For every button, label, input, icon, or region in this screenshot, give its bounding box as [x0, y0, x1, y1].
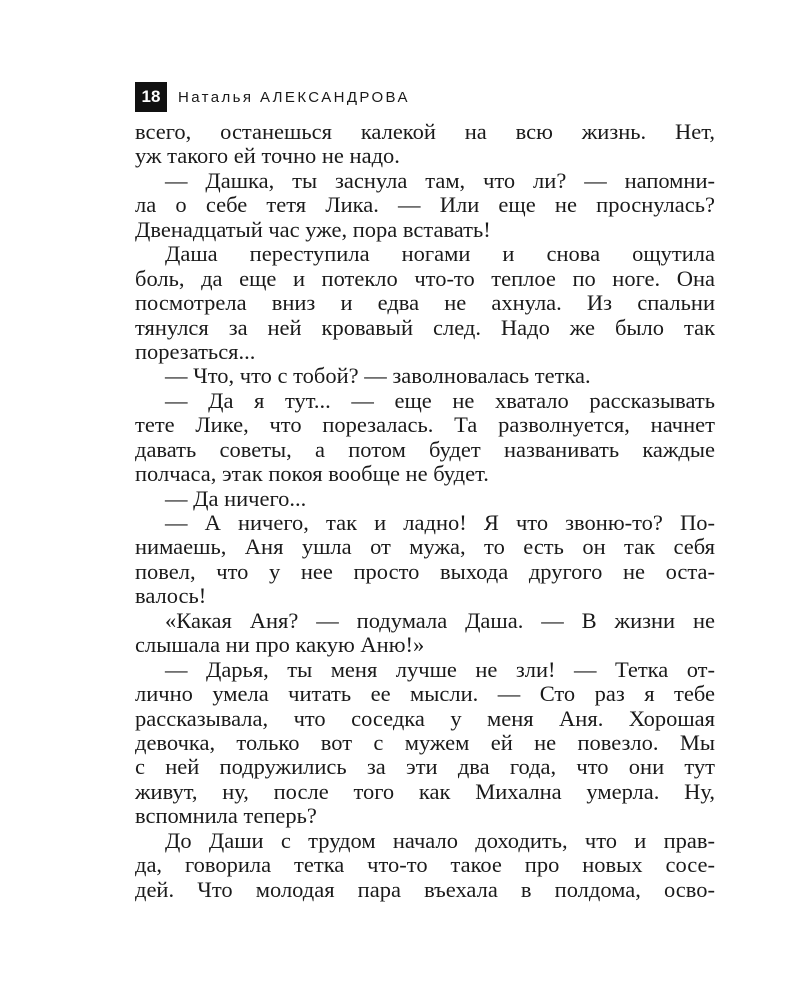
text-line: — Что, что с тобой? — заволновалась тетка.: [165, 363, 591, 389]
running-head: Наталья АЛЕКСАНДРОВА: [178, 88, 410, 106]
text-line: живут, ну, после того как Михална умерла. Ну,: [135, 778, 715, 804]
text-line: рассказывала, что соседка у меня Аня. Хорошая: [135, 705, 715, 731]
text-line: боль, да еще и потекло что-то теплое по ноге. Она: [135, 265, 715, 291]
text-line: — Дашка, ты заснула там, что ли? — напомни-: [165, 167, 715, 193]
text-line: девочка, только вот с мужем ей не повезло. Мы: [135, 729, 715, 755]
text-line: До Даши с трудом начало доходить, что и прав-: [165, 827, 715, 853]
text-line: дей. Что молодая пара въехала в полдома, осво-: [135, 876, 715, 902]
text-line: «Какая Аня? — подумала Даша. — В жизни не: [165, 607, 715, 633]
text-line: давать советы, а потом будет названивать каждые: [135, 436, 715, 462]
text-line: полчаса, этак покоя вообще не будет.: [135, 461, 489, 487]
text-line: тете Лике, что порезалась. Та разволнуется, начнет: [135, 412, 715, 438]
text-line: слышала ни про какую Аню!»: [135, 632, 425, 658]
text-line: валось!: [135, 583, 207, 609]
page-header: [135, 82, 410, 112]
text-line: Даша переступила ногами и снова ощутила: [165, 241, 715, 267]
text-line: всего, останешься калекой на всю жизнь. Нет,: [135, 119, 715, 144]
text-line: посмотрела вниз и едва не ахнула. Из спальни: [135, 290, 715, 316]
text-line: тянулся за ней кровавый след. Надо же было так: [135, 314, 715, 340]
text-line: уж такого ей точно не надо.: [135, 143, 400, 169]
text-line: — Да я тут... — еще не хватало рассказывать: [165, 387, 715, 413]
text-line: лично умела читать ее мысли. — Сто раз я тебе: [135, 681, 715, 707]
text-line: — А ничего, так и ладно! Я что звоню-то? По-: [165, 510, 715, 535]
text-line: вспомнила теперь?: [135, 803, 317, 829]
page-number: 18: [135, 82, 167, 112]
text-line: повел, что у нее просто выхода другого не оста-: [135, 558, 715, 584]
text-line: ла о себе тетя Лика. — Или еще не проснулась?: [135, 192, 715, 218]
text-line: — Дарья, ты меня лучше не зли! — Тетка от-: [165, 656, 715, 682]
text-line: да, говорила тетка что-то такое про новых сосе-: [135, 852, 715, 878]
text-line: с ней подружились за эти два года, что они тут: [135, 754, 715, 780]
text-line: нимаешь, Аня ушла от мужа, то есть он так себя: [135, 534, 715, 560]
text-line: Двенадцатый час уже, пора вставать!: [135, 216, 491, 242]
text-line: — Да ничего...: [165, 485, 307, 511]
body-text: [135, 120, 715, 902]
text-line: порезаться...: [135, 338, 256, 364]
